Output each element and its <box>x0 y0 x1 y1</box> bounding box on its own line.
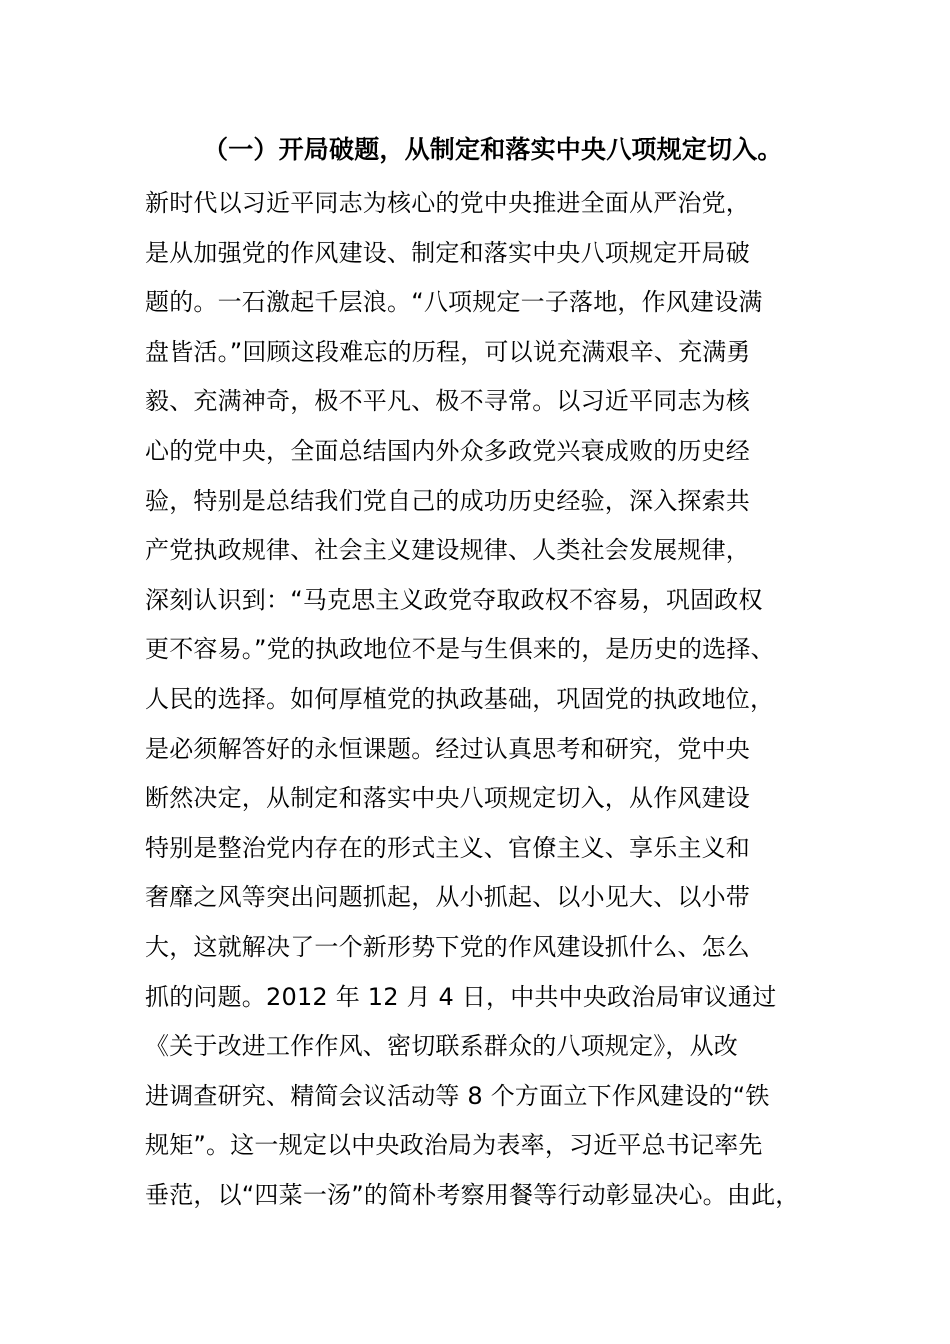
paragraph-line: 人民的选择。如何厚植党的执政基础，巩固党的执政地位， <box>145 684 775 713</box>
paragraph-line: 盘皆活。”回顾这段难忘的历程，可以说充满艰辛、充满勇 <box>145 337 751 366</box>
paragraph-line: 垂范，以“四菜一汤”的简朴考察用餐等行动彰显决心。由此， <box>145 1180 800 1209</box>
paragraph-line: 是从加强党的作风建设、制定和落实中央八项规定开局破 <box>145 238 750 267</box>
paragraph-line: 验，特别是总结我们党自己的成功历史经验，深入探索共 <box>145 486 750 515</box>
paragraph-line: 题的。一石激起千层浪。“八项规定一子落地，作风建设满 <box>145 288 763 317</box>
paragraph-line: 深刻认识到：“马克思主义政党夺取政权不容易，巩固政权 <box>145 585 763 614</box>
paragraph-line: 是必须解答好的永恒课题。经过认真思考和研究，党中央 <box>145 734 750 763</box>
paragraph-line: 抓的问题。2012 年 12 月 4 日，中共中央政治局审议通过 <box>145 982 777 1011</box>
paragraph-line: 产党执政规律、社会主义建设规律、人类社会发展规律， <box>145 536 750 565</box>
body-paragraph <box>145 179 799 1220</box>
paragraph-line: 规矩”。这一规定以中央政治局为表率，习近平总书记率先 <box>145 1131 763 1160</box>
paragraph-line: 更不容易。”党的执政地位不是与生俱来的，是历史的选择、 <box>145 635 775 664</box>
paragraph-line: 新时代以习近平同志为核心的党中央推进全面从严治党， <box>145 189 750 217</box>
paragraph-line: 断然决定，从制定和落实中央八项规定切入，从作风建设 <box>145 784 750 813</box>
paragraph-line: 《关于改进工作作风、密切联系群众的八项规定》，从改 <box>145 1032 738 1061</box>
section-heading: （一）开局破题，从制定和落实中央八项规定切入。 <box>203 135 783 164</box>
paragraph-line: 特别是整治党内存在的形式主义、官僚主义、享乐主义和 <box>145 833 750 862</box>
paragraph-line: 进调查研究、精简会议活动等 8 个方面立下作风建设的“铁 <box>145 1081 770 1110</box>
paragraph-line: 奢靡之风等突出问题抓起，从小抓起、以小见大、以小带 <box>145 883 750 912</box>
paragraph-line: 心的党中央，全面总结国内外众多政党兴衰成败的历史经 <box>145 436 750 465</box>
paragraph-line: 毅、充满神奇，极不平凡、极不寻常。以习近平同志为核 <box>145 387 750 416</box>
paragraph-line: 大，这就解决了一个新形势下党的作风建设抓什么、怎么 <box>145 932 750 961</box>
